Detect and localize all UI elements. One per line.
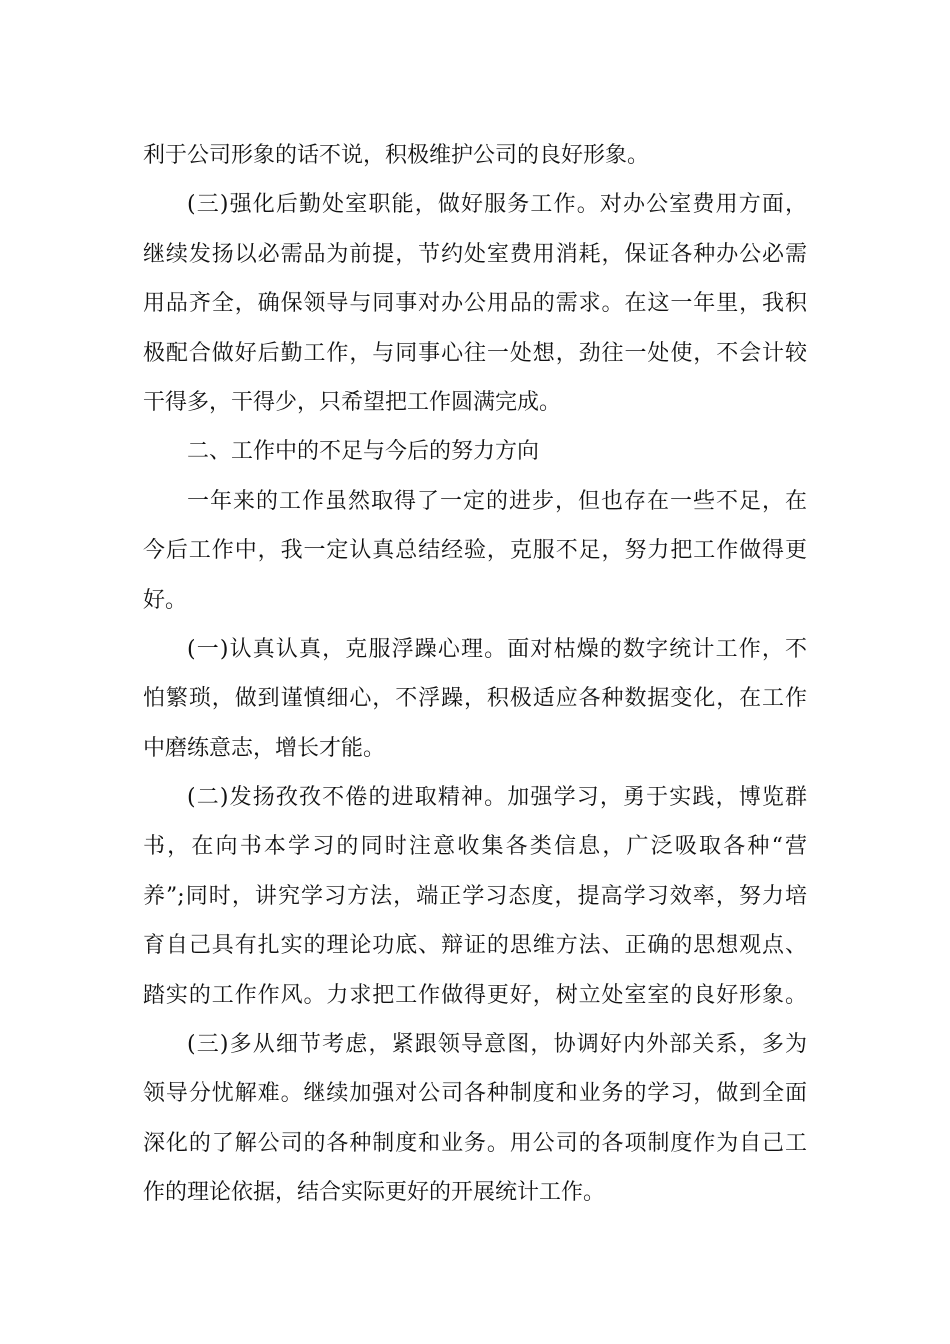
text-line: 好。 <box>143 587 188 613</box>
text-line: 领导分忧解难。继续加强对公司各种制度和业务的学习，做到全面 <box>143 1081 807 1107</box>
text-line: (一)认真认真，克服浮躁心理。面对枯燥的数字统计工作，不 <box>187 636 807 662</box>
text-line: 育自己具有扎实的理论功底、辩证的思维方法、正确的思想观点、 <box>143 933 807 959</box>
text-line: 今后工作中，我一定认真总结经验，克服不足，努力把工作做得更 <box>143 538 807 564</box>
text-line: 用品齐全，确保领导与同事对办公用品的需求。在这一年里，我积 <box>143 291 807 317</box>
document-body <box>143 131 807 1218</box>
text-line: 干得多，干得少，只希望把工作圆满完成。 <box>143 389 562 415</box>
text-line: 中磨练意志，增长才能。 <box>143 735 386 761</box>
text-line: 极配合做好后勤工作，与同事心往一处想，劲往一处使，不会计较 <box>143 340 807 366</box>
text-line: 作的理论依据，结合实际更好的开展统计工作。 <box>143 1180 606 1206</box>
text-line: 养”;同时，讲究学习方法，端正学习态度，提高学习效率，努力培 <box>143 883 807 909</box>
text-line: (三)多从细节考虑，紧跟领导意图，协调好内外部关系，多为 <box>187 1032 807 1058</box>
text-line: 一年来的工作虽然取得了一定的进步，但也存在一些不足，在 <box>187 488 807 514</box>
text-line: (二)发扬孜孜不倦的进取精神。加强学习，勇于实践，博览群 <box>187 785 807 811</box>
text-line: 书，在向书本学习的同时注意收集各类信息，广泛吸取各种“营 <box>143 834 807 860</box>
text-line: 继续发扬以必需品为前提，节约处室费用消耗，保证各种办公必需 <box>143 241 807 267</box>
text-line: 踏实的工作作风。力求把工作做得更好，树立处室室的良好形象。 <box>143 982 807 1008</box>
text-line: 深化的了解公司的各种制度和业务。用公司的各项制度作为自己工 <box>143 1130 807 1156</box>
text-line: 怕繁琐，做到谨慎细心，不浮躁，积极适应各种数据变化，在工作 <box>143 686 807 712</box>
text-line: 二、工作中的不足与今后的努力方向 <box>187 439 540 465</box>
text-line: 利于公司形象的话不说，积极维护公司的良好形象。 <box>143 143 650 168</box>
text-line: (三)强化后勤处室职能，做好服务工作。对办公室费用方面， <box>187 192 807 218</box>
